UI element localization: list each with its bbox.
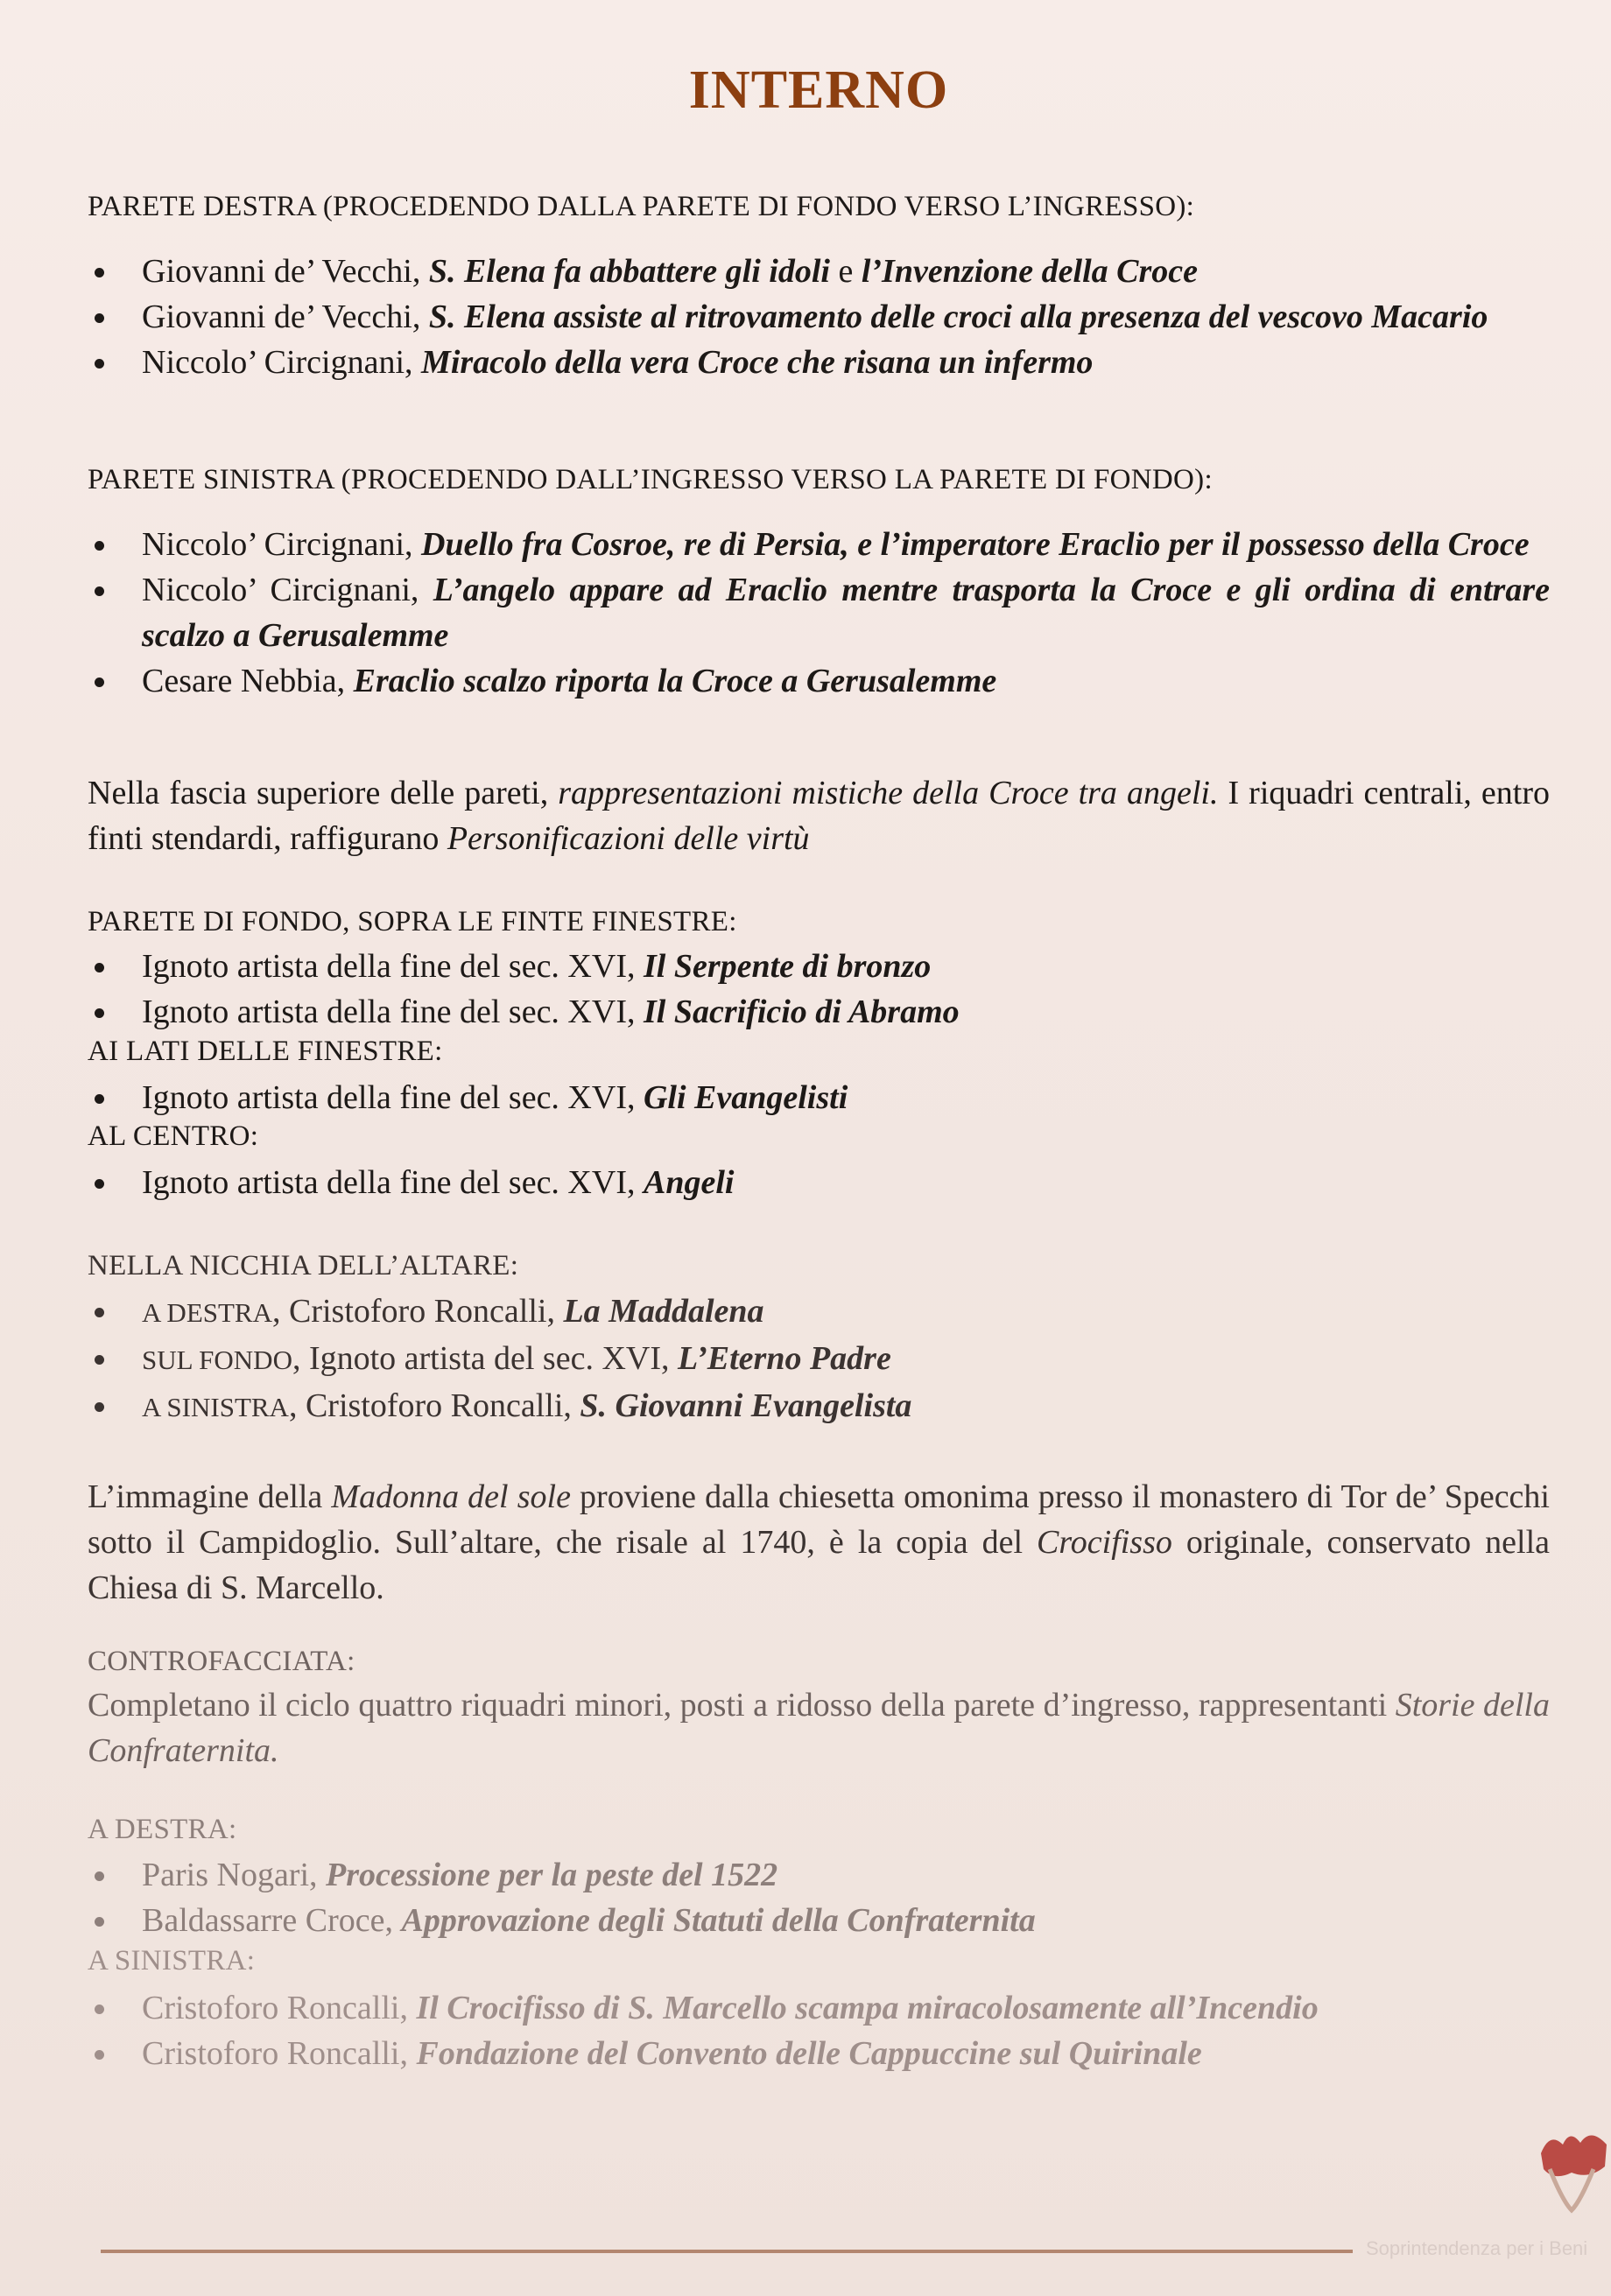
list-item: Ignoto artista della fine del sec. XVI, Angeli — [88, 1160, 1550, 1205]
paragraph-madonna: L’immagine della Madonna del sole proviene dalla chiesetta omonima presso il monastero di Tor de’ Specchi sotto il Campidoglio. Sull’altare, che risale al 1740, è la copia del Crocifisso originale, conservato nella Chiesa di S. Marcello. — [88, 1478, 1550, 1606]
section-heading-lati-finestre: AI LATI DELLE FINESTRE: — [88, 1036, 443, 1067]
list-lati-finestre — [88, 1075, 1550, 1120]
section-heading-a-sinistra: A SINISTRA: — [88, 1945, 256, 1977]
section-heading-parete-fondo: PARETE DI FONDO, SOPRA LE FINTE FINESTRE: — [88, 906, 737, 937]
list-item: Ignoto artista della fine del sec. XVI, Il Serpente di bronzo — [88, 944, 1550, 989]
list-a-sinistra — [88, 1985, 1550, 2076]
list-item: Niccolo’ Circignani, L’angelo appare ad Eraclio mentre trasporta la Croce e gli ordina di entrare scalzo a Gerusalemme — [88, 567, 1550, 658]
list-item: SUL FONDO, Ignoto artista del sec. XVI, L’Eterno Padre — [88, 1336, 1550, 1383]
list-a-destra — [88, 1852, 1550, 1943]
list-parete-sinistra — [88, 522, 1550, 704]
footer-text: Soprintendenza per i Beni — [1366, 2237, 1588, 2259]
list-item: Baldassarre Croce, Approvazione degli Statuti della Confraternita — [88, 1898, 1550, 1943]
list-parete-fondo — [88, 944, 1550, 1035]
section-heading-a-destra: A DESTRA: — [88, 1814, 237, 1845]
paragraph-fascia: Nella fascia superiore delle pareti, rappresentazioni mistiche della Croce tra angeli. I riquadri centrali, entro finti stendardi, raffigurano Personificazioni delle virtù — [88, 775, 1551, 857]
list-item: A SINISTRA, Cristoforo Roncalli, S. Giovanni Evangelista — [88, 1383, 1550, 1430]
paragraph-controfacciata: Completano il ciclo quattro riquadri minori, posti a ridosso della parete d’ingresso, rappresentanti Storie della Confraternita. — [88, 1687, 1550, 1769]
section-heading-parete-destra: PARETE DESTRA (PROCEDENDO DALLA PARETE DI FONDO VERSO L’INGRESSO): — [88, 191, 1195, 222]
list-item: Paris Nogari, Processione per la peste del 1522 — [88, 1852, 1550, 1898]
list-nicchia — [88, 1288, 1550, 1430]
section-heading-nicchia: NELLA NICCHIA DELL’ALTARE: — [88, 1250, 519, 1281]
list-item: Niccolo’ Circignani, Duello fra Cosroe, re di Persia, e l’imperatore Eraclio per il possesso della Croce — [88, 522, 1550, 567]
list-item: Ignoto artista della fine del sec. XVI, Il Sacrificio di Abramo — [88, 989, 1550, 1035]
list-item: Cristoforo Roncalli, Fondazione del Convento delle Cappuccine sul Quirinale — [88, 2031, 1550, 2076]
list-parete-destra — [88, 249, 1550, 385]
list-item: Ignoto artista della fine del sec. XVI, Gli Evangelisti — [88, 1075, 1550, 1120]
page-title: INTERNO — [688, 60, 949, 120]
list-item: Niccolo’ Circignani, Miracolo della vera Croce che risana un infermo — [88, 340, 1550, 385]
list-item: Giovanni de’ Vecchi, S. Elena assiste al ritrovamento delle croci alla presenza del vescovo Macario — [88, 294, 1550, 340]
section-heading-parete-sinistra: PARETE SINISTRA (PROCEDENDO DALL’INGRESSO VERSO LA PARETE DI FONDO): — [88, 464, 1213, 495]
list-al-centro — [88, 1160, 1550, 1205]
list-item: Cristoforo Roncalli, Il Crocifisso di S. Marcello scampa miracolosamente all’Incendio — [88, 1985, 1550, 2031]
list-item: Giovanni de’ Vecchi, S. Elena fa abbattere gli idoli e l’Invenzione della Croce — [88, 249, 1550, 294]
emblem-icon — [1528, 2118, 1611, 2215]
footer-rule — [101, 2250, 1353, 2253]
list-item: Cesare Nebbia, Eraclio scalzo riporta la Croce a Gerusalemme — [88, 658, 1550, 704]
list-item: A DESTRA, Cristoforo Roncalli, La Maddalena — [88, 1288, 1550, 1336]
section-heading-al-centro: AL CENTRO: — [88, 1120, 259, 1152]
section-heading-controfacciata: CONTROFACCIATA: — [88, 1646, 355, 1677]
